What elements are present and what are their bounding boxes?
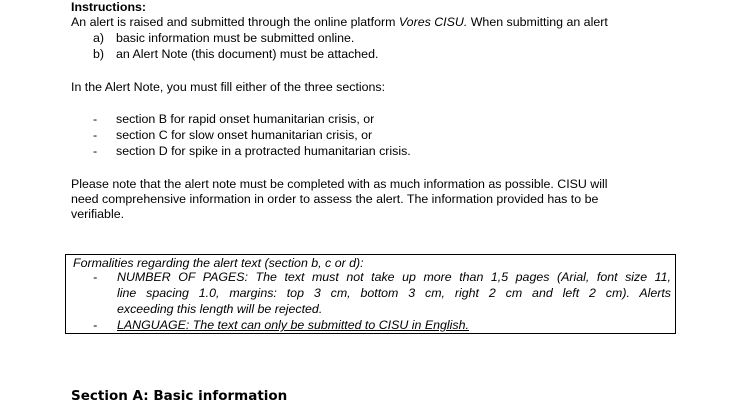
intro-suffix: When submitting an alert xyxy=(470,15,608,29)
pages-rule-line: NUMBER OF PAGES: The text must not take up more than 1,5 pages (Arial, font size 11, xyxy=(117,270,671,284)
bullet-marker: - xyxy=(93,112,98,126)
intro-prefix: An alert is raised and submitted through the online platform xyxy=(71,15,396,29)
bullet-marker: - xyxy=(93,318,98,332)
language-rule: LANGUAGE: The text can only be submitted to CISU in English. xyxy=(117,318,469,332)
note-line: Please note that the alert note must be completed with as much information as possible. CISU will xyxy=(71,177,608,191)
bullet-marker: - xyxy=(93,270,98,284)
section-option: section C for slow onset humanitarian crisis, or xyxy=(116,128,373,142)
platform-name: Vores CISU. xyxy=(398,15,468,29)
formalities-box xyxy=(65,254,676,334)
list-item-marker: b) xyxy=(93,47,105,61)
bullet-marker: - xyxy=(93,144,98,158)
intro-paragraph xyxy=(71,15,608,29)
list-item-text: an Alert Note (this document) must be attached. xyxy=(116,47,379,61)
note-line: verifiable. xyxy=(71,207,125,221)
section-option: section D for spike in a protracted humanitarian crisis. xyxy=(116,144,411,158)
sections-intro: In the Alert Note, you must fill either of the three sections: xyxy=(71,80,386,94)
instructions-heading: Instructions: xyxy=(71,0,147,14)
formalities-title: Formalities regarding the alert text (section b, c or d): xyxy=(73,256,364,270)
pages-rule-line: line spacing 1.0, margins: top 3 cm, bottom 3 cm, right 2 cm and left 2 cm). Alerts xyxy=(117,286,671,300)
section-a-heading: Section A: Basic information xyxy=(71,388,288,404)
pages-rule-line: exceeding this length will be rejected. xyxy=(117,302,323,316)
list-item-text: basic information must be submitted online. xyxy=(116,31,355,45)
note-line: need comprehensive information in order to assess the alert. The information provided has to be xyxy=(71,192,599,206)
bullet-marker: - xyxy=(93,128,98,142)
list-item-marker: a) xyxy=(93,31,105,45)
section-option: section B for rapid onset humanitarian crisis, or xyxy=(116,112,375,126)
